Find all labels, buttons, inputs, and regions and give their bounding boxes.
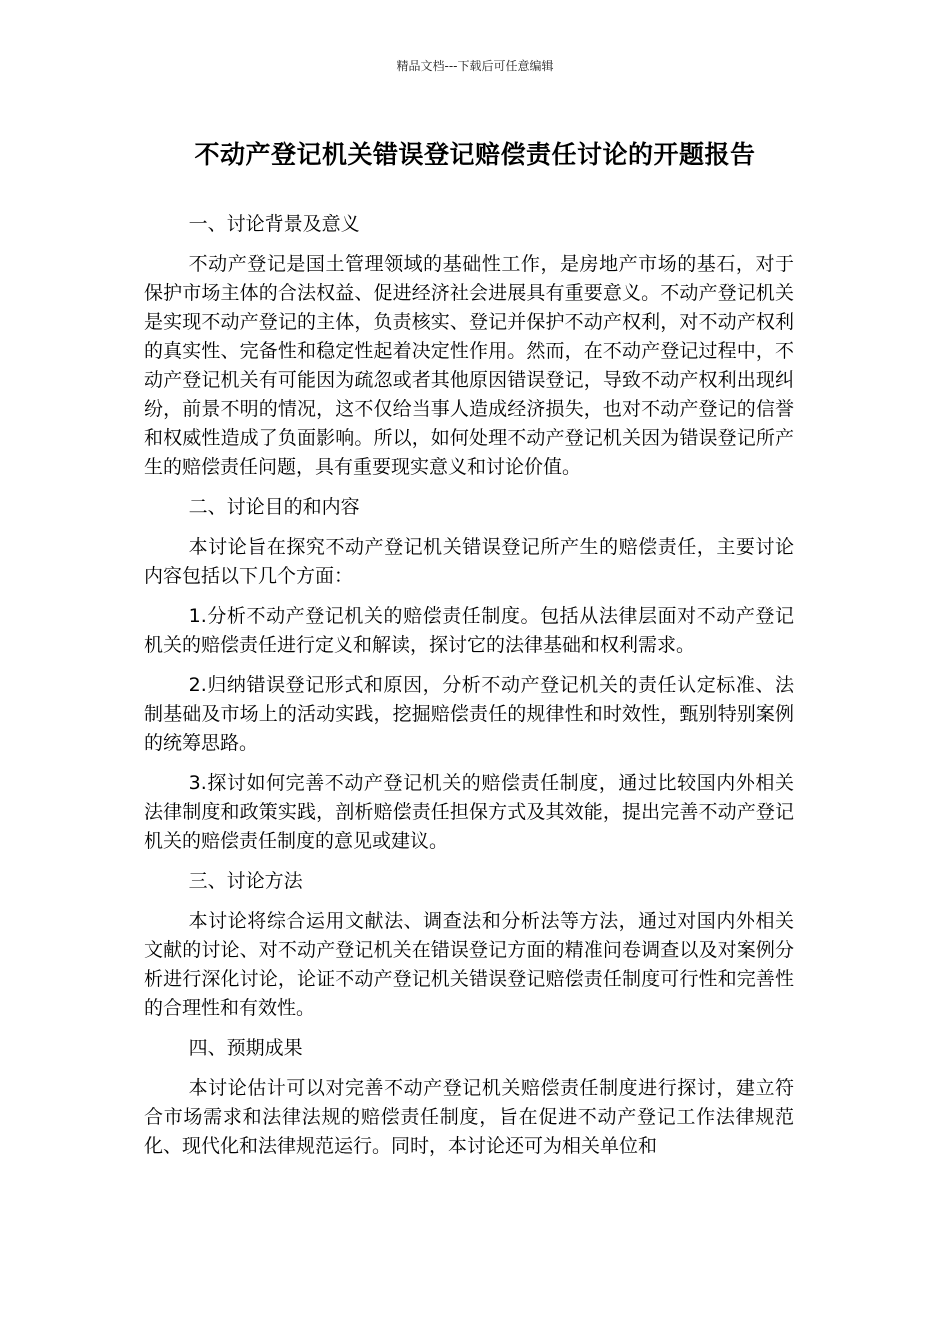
paragraph-outcomes: 本讨论估计可以对完善不动产登记机关赔偿责任制度进行探讨，建立符合市场需求和法律法规的赔偿责任制度，旨在促进不动产登记工作法律规范化、现代化和法律规范运行。同时，本讨论还可为相关单位和 <box>144 1077 794 1157</box>
paragraph-background: 不动产登记是国土管理领域的基础性工作，是房地产市场的基石，对于保护市场主体的合法权益、促进经济社会进展具有重要意义。不动产登记机关是实现不动产登记的主体，负责核实、登记并保护不动产权利，对不动产权利的真实性、完备性和稳定性起着决定性作用。然而，在不动产登记过程中，不动产登记机关有可能因为疏忽或者其他原因错误登记，导致不动产权利出现纠纷，前景不明的情况，这不仅给当事人造成经济损失，也对不动产登记的信誉和权威性造成了负面影响。所以，如何处理不动产登记机关因为错误登记所产生的赔偿责任问题，具有重要现实意义和讨论价值。 <box>144 253 794 478</box>
paragraph-methods: 本讨论将综合运用文献法、调查法和分析法等方法，通过对国内外相关文献的讨论、对不动产登记机关在错误登记方面的精准问卷调查以及对案例分析进行深化讨论，论证不动产登记机关错误登记赔偿责任制度可行性和完善性的合理性和有效性。 <box>144 910 794 1019</box>
document-title: 不动产登记机关错误登记赔偿责任讨论的开题报告 <box>194 140 756 169</box>
document-body <box>144 210 794 1172</box>
section-heading-methods: 三、讨论方法 <box>188 870 303 892</box>
section-heading-outcomes: 四、预期成果 <box>188 1037 303 1059</box>
header-note: 精品文档---下载后可任意编辑 <box>396 59 554 73</box>
section-heading-background: 一、讨论背景及意义 <box>188 213 360 235</box>
paragraph-purpose-intro: 本讨论旨在探究不动产登记机关错误登记所产生的赔偿责任，主要讨论内容包括以下几个方面： <box>144 536 794 587</box>
list-item-2: 2.归纳错误登记形式和原因，分析不动产登记机关的责任认定标准、法制基础及市场上的活动实践，挖掘赔偿责任的规律性和时效性，甄别特别案例的统筹思路。 <box>144 674 794 754</box>
list-item-3: 3.探讨如何完善不动产登记机关的赔偿责任制度，通过比较国内外相关法律制度和政策实践，剖析赔偿责任担保方式及其效能，提出完善不动产登记机关的赔偿责任制度的意见或建议。 <box>144 772 794 852</box>
list-item-1: 1.分析不动产登记机关的赔偿责任制度。包括从法律层面对不动产登记机关的赔偿责任进行定义和解读，探讨它的法律基础和权利需求。 <box>144 605 794 656</box>
section-heading-purpose: 二、讨论目的和内容 <box>188 496 360 518</box>
